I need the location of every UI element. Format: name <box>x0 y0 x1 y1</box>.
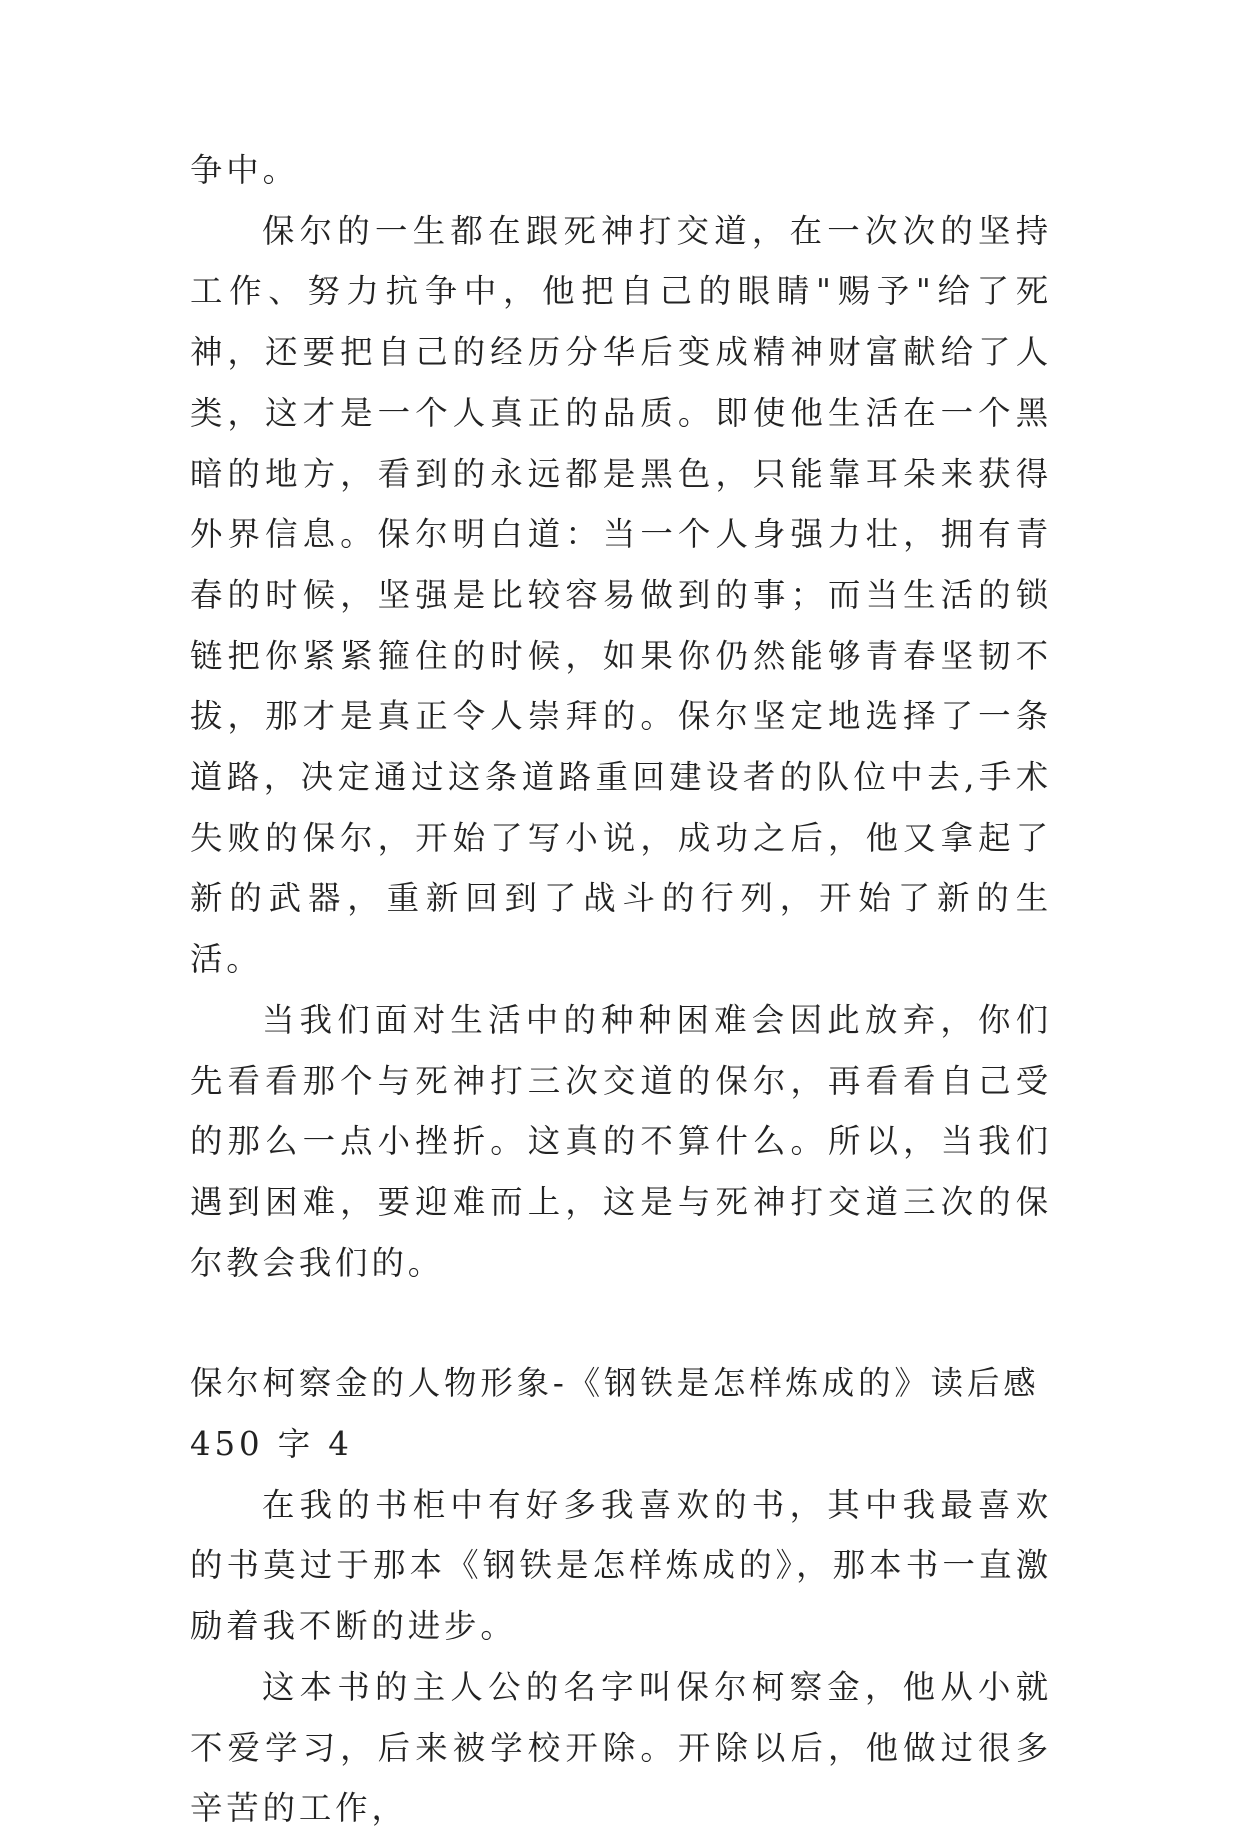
section-gap <box>190 1293 1052 1353</box>
paragraph-paul-life: 保尔的一生都在跟死神打交道，在一次次的坚持工作、努力抗争中，他把自己的眼睛"赐予"给了死神，还要把自己的经历分华后变成精神财富献给了人类，这才是一个人真正的品质。即使他生活在一个黑暗的地方，看到的永远都是黑色，只能靠耳朵来获得外界信息。保尔明白道：当一个人身强力壮，拥有青春的时候，坚强是比较容易做到的事；而当生活的锁链把你紧紧箍住的时候，如果你仍然能够青春坚韧不拔，那才是真正令人崇拜的。保尔坚定地选择了一条道路，决定通过这条道路重回建设者的队位中去,手术失败的保尔，开始了写小说，成功之后，他又拿起了新的武器，重新回到了战斗的行列，开始了新的生活。 <box>190 211 1052 979</box>
paragraph-bookshelf: 在我的书柜中有好多我喜欢的书，其中我最喜欢的书莫过于那本《钢铁是怎样炼成的》，那本书一直激励着我不断的进步。 <box>190 1485 1052 1646</box>
document-page <box>190 140 1052 1839</box>
paragraph-facing-difficulties: 当我们面对生活中的种种困难会因此放弃，你们先看看那个与死神打三次交道的保尔，再看看自己受的那么一点小挫折。这真的不算什么。所以，当我们遇到困难，要迎难而上，这是与死神打交道三次的保尔教会我们的。 <box>190 1000 1052 1282</box>
paragraph-continuation: 争中。 <box>190 151 299 189</box>
paragraph-protagonist: 这本书的主人公的名字叫保尔柯察金，他从小就不爱学习，后来被学校开除。开除以后，他做过很多辛苦的工作， <box>190 1667 1052 1828</box>
section-heading: 保尔柯察金的人物形象-《钢铁是怎样炼成的》读后感 450 字 4 <box>190 1364 1040 1464</box>
